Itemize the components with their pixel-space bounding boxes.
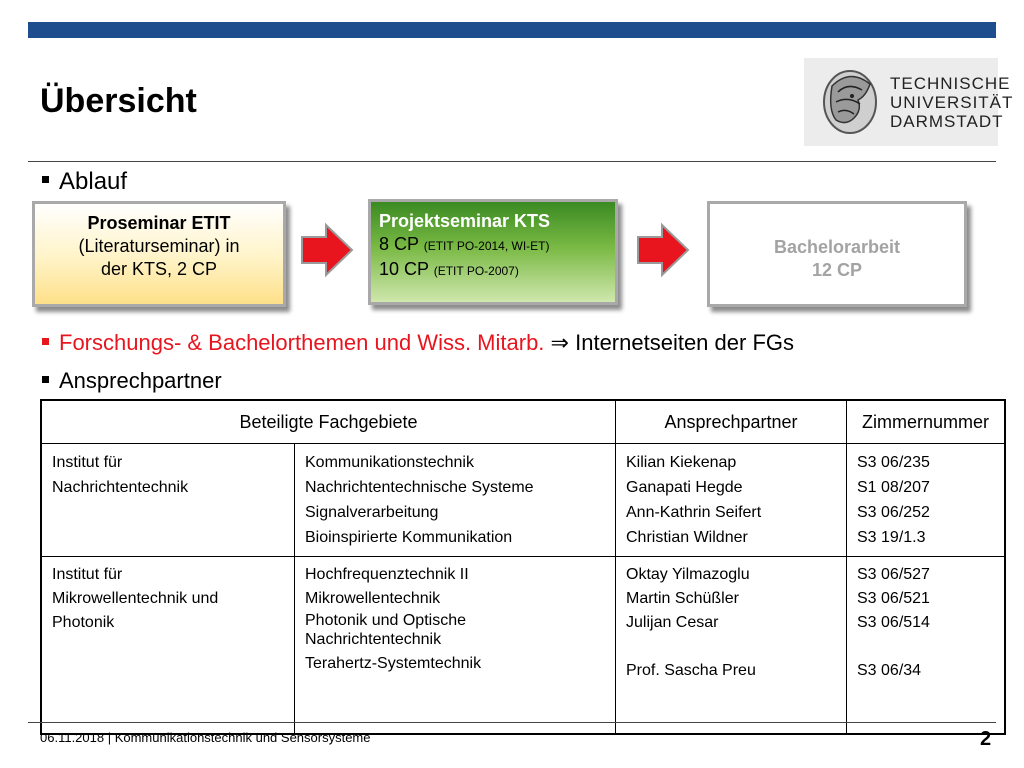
flow-box-projektseminar: [368, 199, 618, 305]
bullet-ablauf: [42, 168, 127, 196]
proseminar-line2: (Literaturseminar) in: [78, 236, 240, 256]
institute-line: Institut für: [52, 454, 123, 471]
groups-cell: [295, 557, 616, 735]
room-number: S3 06/252: [857, 504, 930, 521]
proseminar-line3: der KTS, 2 CP: [100, 259, 218, 279]
contact-name: Prof. Sascha Preu: [626, 662, 756, 679]
table-header-row: [41, 400, 1005, 444]
group-name: Bioinspirierte Kommunikation: [305, 529, 513, 546]
footer-text: 06.11.2018 | Kommunikationstechnik und Sensorsysteme: [40, 730, 371, 745]
logo-line: TECHNISCHE: [890, 74, 1011, 93]
top-accent-bar: [28, 22, 996, 38]
bullet-text-link: Internetseiten der FGs: [575, 330, 794, 355]
flow-box-bachelorarbeit: [707, 201, 967, 307]
group-name: Photonik und Optische Nachrichtentechnik: [305, 612, 466, 648]
bullet-marker-icon: [42, 338, 49, 345]
rooms-cell: [847, 557, 1006, 735]
projektseminar-cp-2007: [379, 258, 615, 283]
header-zimmernummer: Zimmernummer: [847, 400, 1006, 444]
logo-line: DARMSTADT: [890, 112, 1004, 131]
bullet-ansprechpartner: [42, 368, 222, 394]
bullet-themen: [42, 330, 794, 356]
institute-line: Institut für: [52, 566, 123, 583]
contact-name: Ganapati Hegde: [626, 479, 743, 496]
title-divider: [28, 161, 996, 162]
bachelorarbeit-cp: 12 CP: [811, 260, 863, 280]
logo-wordmark: [890, 74, 1013, 131]
groups-cell: [295, 444, 616, 557]
room-number: S3 06/527: [857, 566, 930, 583]
flow-arrow-right-icon: [636, 222, 692, 278]
spacer: [857, 635, 994, 659]
contact-name: Ann-Kathrin Seifert: [626, 504, 762, 521]
contacts-cell: [616, 444, 847, 557]
bullet-text: Ansprechpartner: [59, 368, 222, 393]
room-number: S3 06/521: [857, 590, 930, 607]
group-name: Nachrichtentechnische Systeme: [305, 479, 534, 496]
contacts-table: [40, 399, 1006, 735]
bullet-marker-icon: [42, 176, 49, 183]
institute-line: Photonik: [52, 614, 115, 631]
contact-name: Martin Schüßler: [626, 590, 739, 607]
group-name: Hochfrequenztechnik II: [305, 566, 469, 583]
rooms-cell: [847, 444, 1006, 557]
implies-arrow-icon: ⇒: [550, 330, 569, 355]
contacts-cell: [616, 557, 847, 735]
flow-box-proseminar: [32, 201, 286, 307]
bullet-marker-icon: [42, 376, 49, 383]
table-row: [41, 557, 1005, 735]
institute-cell: [41, 557, 295, 735]
cp-note: (ETIT PO-2007): [433, 264, 519, 278]
bullet-text: Ablauf: [59, 168, 128, 195]
room-number: S1 08/207: [857, 479, 930, 496]
cp-value: 8 CP: [379, 234, 424, 254]
group-name: Kommunikationstechnik: [305, 454, 474, 471]
group-name: Signalverarbeitung: [305, 504, 439, 521]
cp-value: 10 CP: [379, 259, 434, 279]
page-number: 2: [980, 728, 992, 750]
bachelorarbeit-title: Bachelorarbeit: [773, 237, 901, 257]
room-number: S3 19/1.3: [857, 529, 926, 546]
tu-darmstadt-logo: [804, 58, 1014, 146]
contact-name: Oktay Yilmazoglu: [626, 566, 750, 583]
room-number: S3 06/235: [857, 454, 930, 471]
contact-name: Kilian Kiekenap: [626, 454, 737, 471]
header-ansprechpartner: Ansprechpartner: [616, 400, 847, 444]
contact-name: Christian Wildner: [626, 529, 748, 546]
header-fachgebiete: Beteiligte Fachgebiete: [41, 400, 616, 444]
footer-divider: [28, 722, 996, 723]
contact-name: Julijan Cesar: [626, 614, 719, 631]
group-name: Mikrowellentechnik: [305, 590, 441, 607]
institute-line: Nachrichtentechnik: [52, 479, 189, 496]
page-title: Übersicht: [40, 82, 197, 120]
projektseminar-title: Projektseminar KTS: [379, 211, 551, 231]
cp-note: (ETIT PO-2014, WI-ET): [423, 239, 550, 253]
table-row: [41, 444, 1005, 557]
bullet-text-red: Forschungs- & Bachelorthemen und Wiss. Mitarb.: [59, 330, 545, 355]
flow-arrow-right-icon: [300, 222, 356, 278]
group-name: Terahertz-Systemtechnik: [305, 655, 482, 672]
spacer: [626, 635, 836, 659]
projektseminar-cp-2014: [379, 233, 615, 258]
proseminar-title: Proseminar ETIT: [87, 213, 231, 233]
room-number: S3 06/514: [857, 614, 930, 631]
institute-line: Mikrowellentechnik und: [52, 590, 219, 607]
institute-cell: [41, 444, 295, 557]
logo-line: UNIVERSITÄT: [890, 93, 1014, 112]
athena-head-icon: [818, 66, 882, 136]
room-number: S3 06/34: [857, 662, 922, 679]
